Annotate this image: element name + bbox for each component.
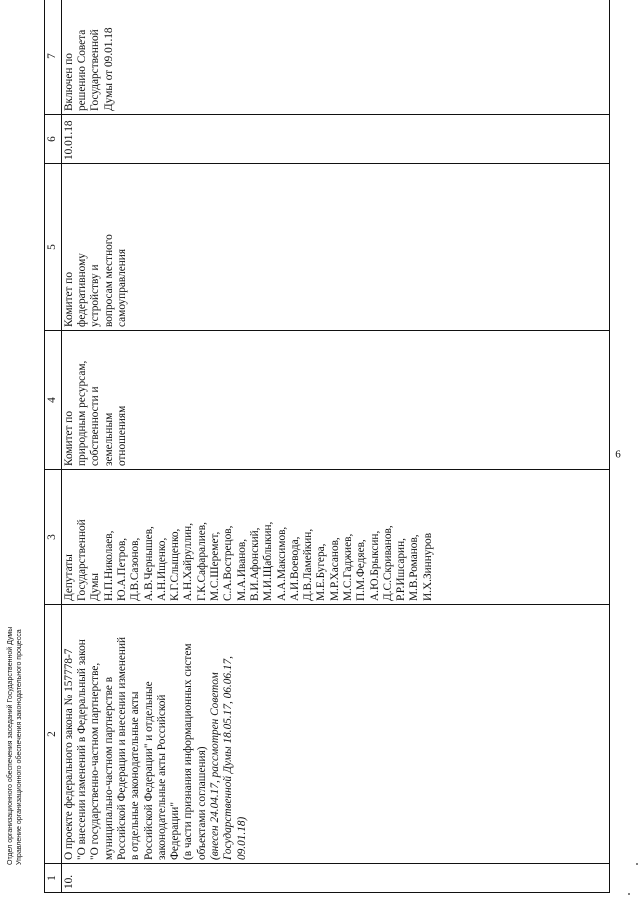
bill-title-line: "О внесении изменений в Федеральный закон xyxy=(76,639,89,860)
bill-title-line: в отдельные законодательные акты xyxy=(129,691,142,860)
author-name: Д.С.Скриванов, xyxy=(381,525,394,601)
bill-authors xyxy=(61,470,609,605)
author-name: М.А.Иванов, xyxy=(235,538,248,601)
author-name: П.М.Федяев, xyxy=(355,539,368,601)
author-name: М.И.Щаблыкин, xyxy=(262,521,275,601)
bill-title-line: Российской Федерации" и отдельные xyxy=(142,681,155,860)
header-col-7: 7 xyxy=(45,0,62,115)
author-name: Ю.А.Петров, xyxy=(115,537,128,601)
header-row xyxy=(45,0,62,893)
author-name: Д.В.Сазонов, xyxy=(129,537,142,601)
bill-history-line: 09.01.18) xyxy=(235,816,248,860)
co-committee-line: федеративному xyxy=(76,253,89,327)
bill-title-line: (в части признания информационных систем xyxy=(182,643,195,860)
author-name: А.А.Максимов, xyxy=(275,526,288,601)
author-name: Депутаты xyxy=(62,554,75,601)
bill-title-line: "О государственно-частном партнерстве, xyxy=(89,662,102,860)
author-name: К.Г.Слыщенко, xyxy=(169,528,182,601)
lead-committee-line: Комитет по xyxy=(62,410,75,466)
author-name: А.И.Воевода, xyxy=(288,536,301,601)
note-line: решению Совета xyxy=(76,29,89,111)
author-name: Д.В.Ламейкин, xyxy=(302,528,315,601)
author-name: Г.К.Сафаралиев, xyxy=(195,522,208,601)
author-name: И.Х.Зиннуров xyxy=(421,532,434,601)
author-name: А.В.Чернышев, xyxy=(142,526,155,601)
bill-description xyxy=(61,605,609,864)
author-name: С.А.Вострецов, xyxy=(222,525,235,601)
lead-committee xyxy=(61,331,609,470)
co-committee-line: Комитет по xyxy=(62,271,75,327)
lead-committee-line: земельным xyxy=(102,412,115,466)
bill-title-line: О проекте федерального закона № 157778-7 xyxy=(62,648,75,860)
note-line: Государственной xyxy=(89,29,102,111)
footer xyxy=(6,627,24,865)
bill-history-line: Государственной Думы 18.05.17, 06.06.17, xyxy=(222,656,235,860)
co-committee-line: вопросам местного xyxy=(102,234,115,327)
author-name: В.И.Афонский, xyxy=(248,527,261,601)
date-cell: 10.01.18 xyxy=(61,115,609,164)
header-col-1: 1 xyxy=(45,864,62,893)
author-name: М.Е.Бугера, xyxy=(315,543,328,601)
author-name: Думы xyxy=(89,573,102,601)
bill-title xyxy=(63,608,209,860)
scan-speck xyxy=(636,863,638,865)
row-number: 10. xyxy=(61,864,609,893)
scan-speck xyxy=(628,893,630,895)
author-name: М.Р.Хасанов, xyxy=(328,537,341,601)
page-number: 6 xyxy=(615,448,621,461)
author-name: Р.Р.Ишсарин, xyxy=(395,538,408,601)
note-line: Включен по xyxy=(62,53,75,111)
bill-history xyxy=(209,608,249,860)
header-col-4: 4 xyxy=(45,331,62,470)
author-name: М.В.Романов, xyxy=(408,534,421,601)
author-name: А.Н.Ищенко, xyxy=(155,537,168,601)
lead-committee-line: собственности и xyxy=(89,386,102,466)
co-committee-line: самоуправления xyxy=(115,248,128,327)
lead-committee-line: природным ресурсам, xyxy=(76,360,89,466)
footer-line-2: Управление организационного обеспечения законодательного процесса xyxy=(16,629,23,865)
bill-title-line: муниципально-частном партнерстве в xyxy=(102,676,115,860)
header-col-3: 3 xyxy=(45,470,62,605)
bills-table xyxy=(44,0,610,893)
footer-line-1: Отдел организационного обеспечения заседаний Государственной Думы xyxy=(7,626,14,865)
bill-history-line: (внесен 24.04.17, рассмотрен Советом xyxy=(209,672,222,860)
header-col-2: 2 xyxy=(45,605,62,864)
author-name: М.С.Шеремет, xyxy=(209,531,222,601)
bill-title-line: законодательные акты Российской xyxy=(155,694,168,860)
table-row xyxy=(61,0,609,893)
author-name: Н.П.Николаев, xyxy=(102,530,115,601)
author-name: А.Н.Хайруллин, xyxy=(182,522,195,601)
header-col-5: 5 xyxy=(45,164,62,331)
author-name: Государственной xyxy=(76,519,89,601)
author-name: А.Ю.Брыксин, xyxy=(368,530,381,601)
co-committee-line: устройству и xyxy=(89,264,102,327)
author-name: М.С.Гаджиев, xyxy=(341,533,354,601)
bill-title-line: объектами соглашения) xyxy=(195,746,208,860)
bill-title-line: Федерации" xyxy=(169,802,182,860)
co-committee xyxy=(61,164,609,331)
note-cell xyxy=(61,0,609,115)
lead-committee-line: отношениям xyxy=(115,405,128,466)
header-col-6: 6 xyxy=(45,115,62,164)
bill-title-line: Российской Федерации и внесении изменений xyxy=(115,636,128,860)
note-line: Думы от 09.01.18 xyxy=(102,27,115,111)
